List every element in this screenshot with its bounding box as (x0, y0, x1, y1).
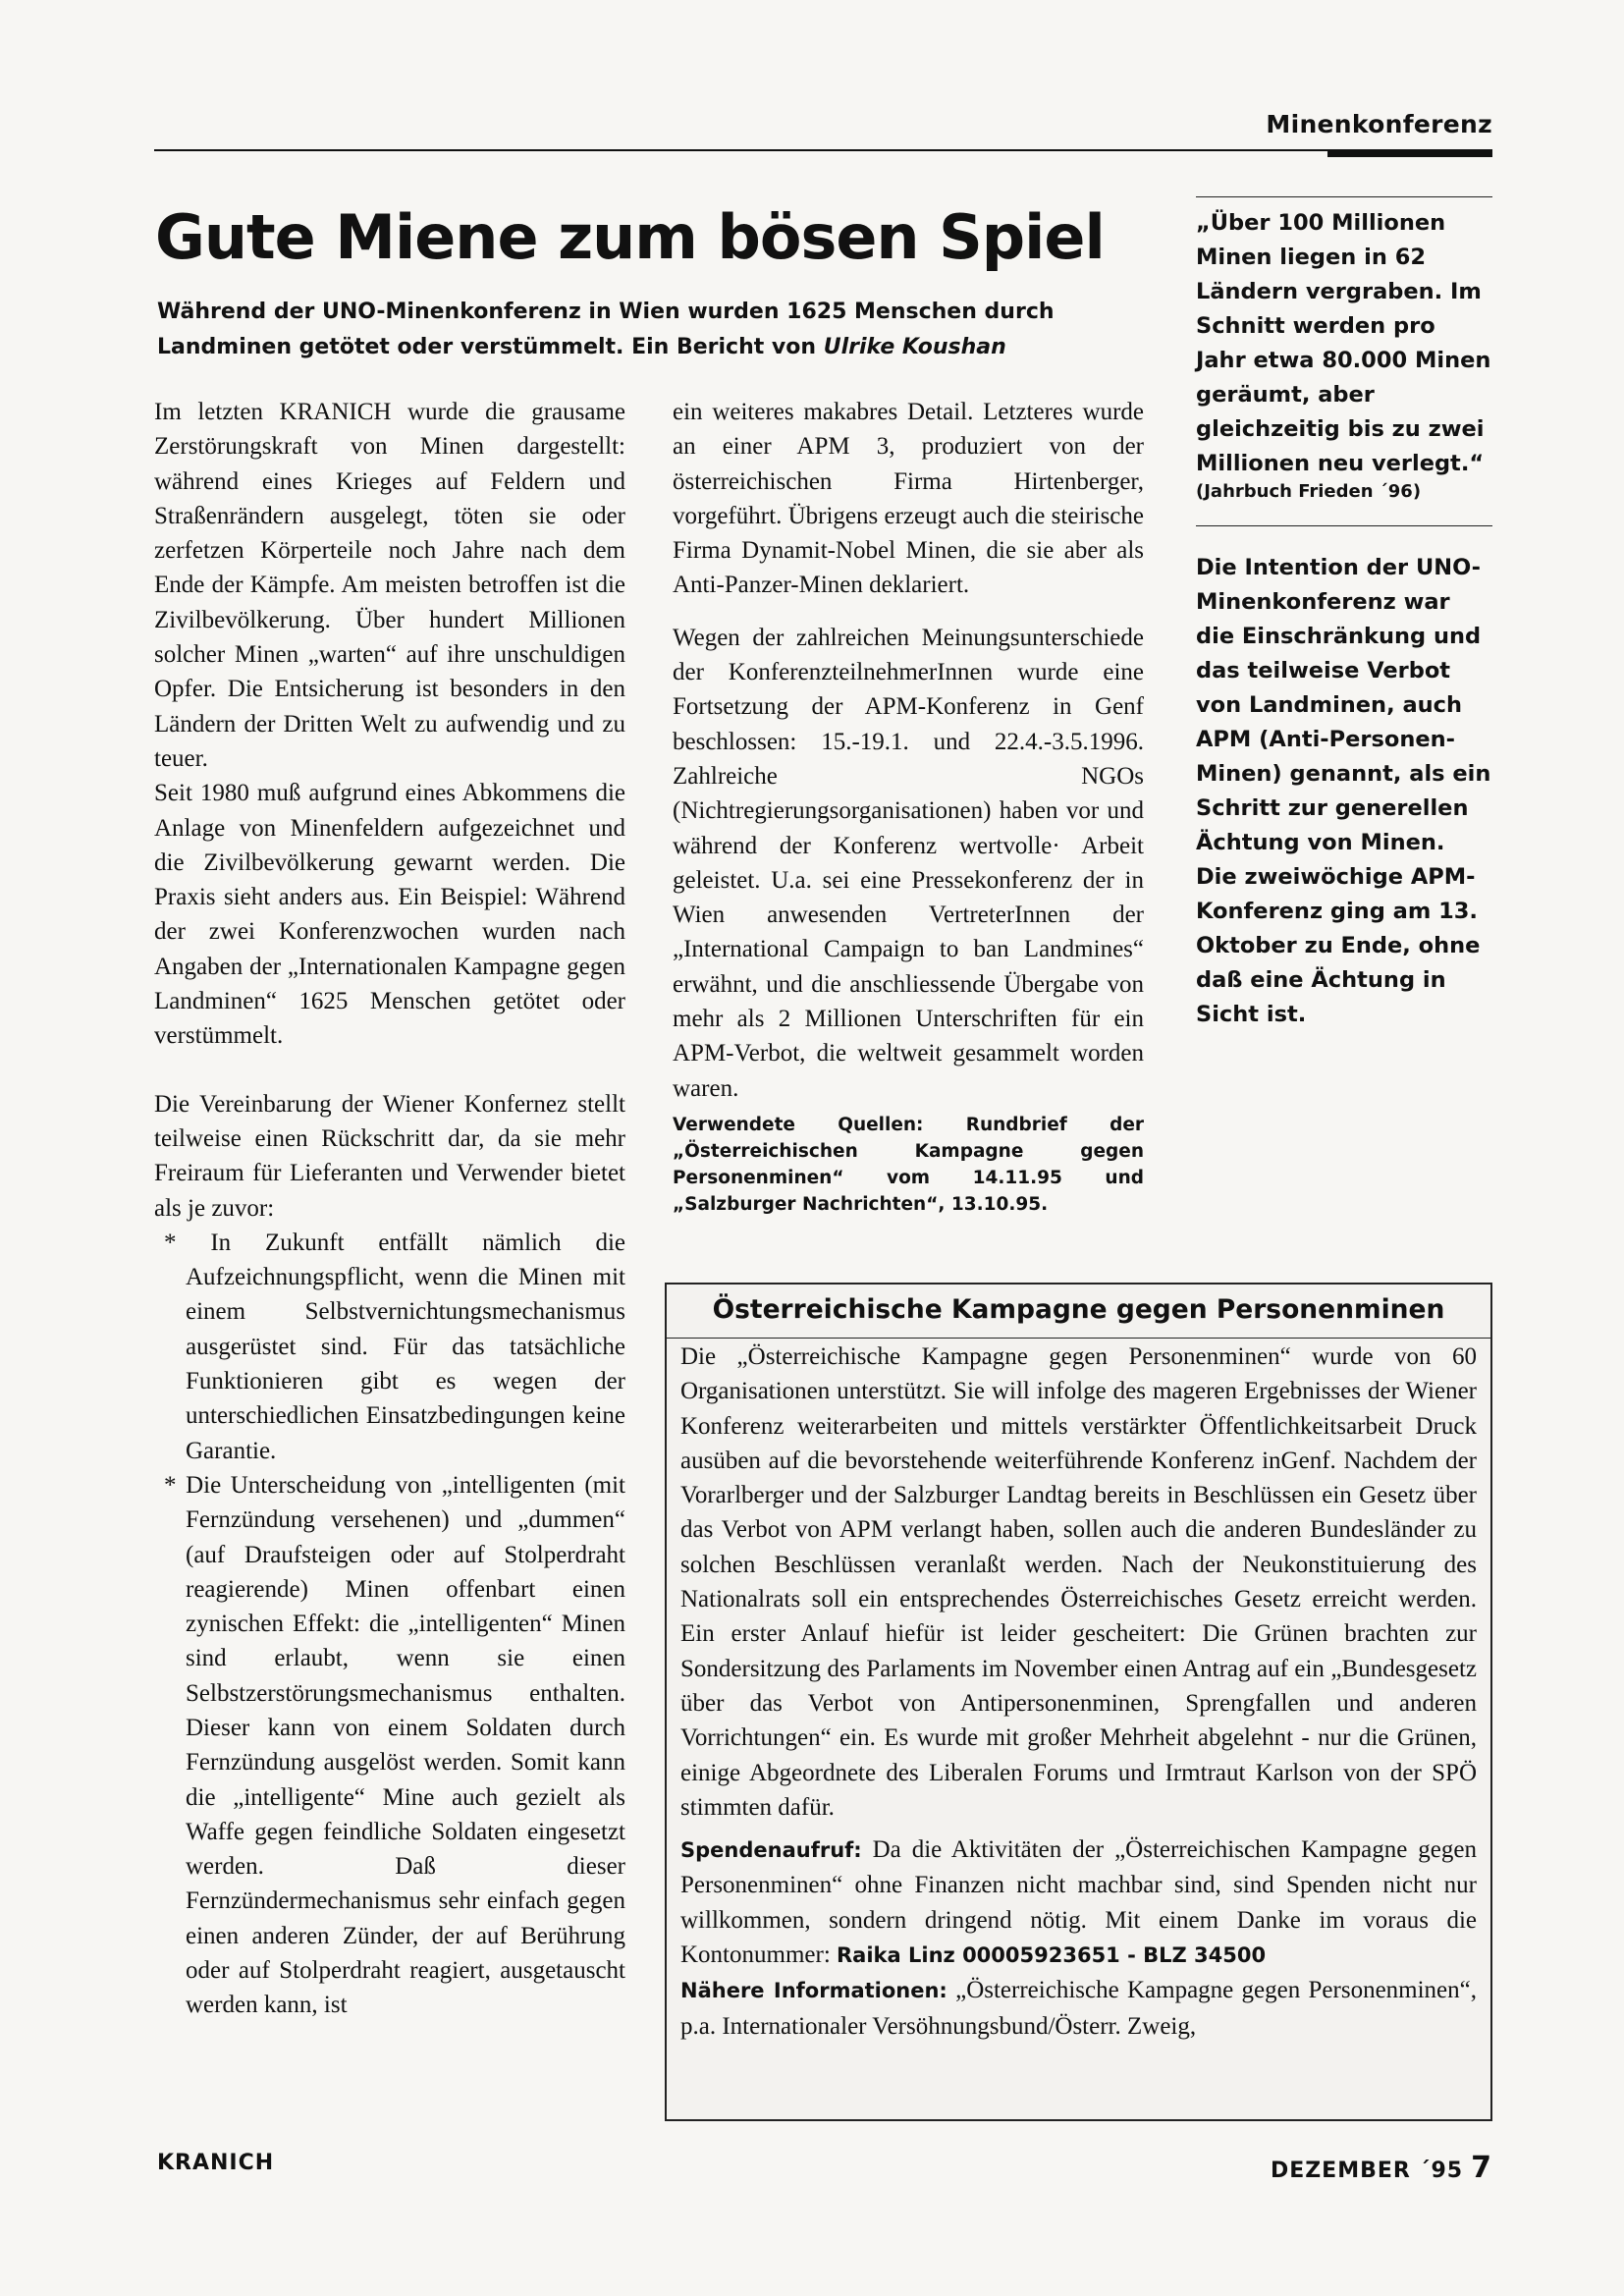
donation-text: Da die Aktivitäten der „Österreichischen Kampagne gegen Personenminen“ ohne Finanzen nicht machbar sind, sind Spenden nicht nur willkommen, sondern dringend nötig. Mit einem Danke im voraus die Kontonummer: (680, 1836, 1477, 1969)
paragraph: Die Vereinbarung der Wiener Konfernez stellt teilweise einen Rückschritt dar, da sie mehr Freiraum für Lieferanten und Verwender bietet als je zuvor: (154, 1090, 625, 1222)
sidebar-quote: „Über 100 Millionen Minen liegen in 62 Ländern vergraben. Im Schnitt werden pro Jahr etwa 80.000 Minen geräumt, aber gleichzeitig bis zu zwei Millionen neu verlegt.“ (1196, 210, 1491, 476)
footer-issue-date: DEZEMBER ´95 (1270, 2159, 1464, 2183)
account-number: Raika Linz 00005923651 - BLZ 34500 (837, 1943, 1267, 1968)
page-number: 7 (1471, 2151, 1492, 2185)
footer-magazine-name: KRANICH (157, 2151, 275, 2175)
further-info (680, 1973, 1477, 2044)
paragraph: Im letzten KRANICH wurde die grausame Zerstörungskraft von Minen dargestellt: während eines Krieges auf Feldern und Straßenrändern ausgelegt, töten sie oder zerfetzen Körperteile noch Jahre nach dem Ende der Kämpfe. Am meisten betroffen ist die Zivilbevölkerung. Über hundert Millionen solcher Minen „warten“ auf ihre unschuldigen Opfer. Die Entsicherung ist besonders in den Ländern der Dritten Welt zu aufwendig und zu teuer. (154, 399, 625, 772)
info-text: „Österreichische Kampagne gegen Personenminen“, p.a. Internationaler Versöhnungsbund/Österr. Zweig, (680, 1977, 1477, 2040)
sources-note: Verwendete Quellen: Rundbrief der „Österreichischen Kampagne gegen Personenminen“ vom 14.11.95 und „Salzburger Nachrichten“, 13.10.95. (673, 1114, 1144, 1215)
section-label: Minenkonferenz (1266, 110, 1492, 138)
bullet-item: * In Zukunft entfällt nämlich die Aufzeichnungspflicht, wenn die Minen mit einem Selbstvernichtungsmechanismus ausgerüstet sind. Für das tatsächliche Funktionieren gibt es wegen der unterschiedlichen Einsatzbedingungen keine Garantie. (164, 1229, 625, 1464)
campaign-box-title: Österreichische Kampagne gegen Personenminen (712, 1294, 1445, 1325)
sidebar-intention: Die Intention der UNO-Minenkonferenz war die Einschränkung und das teilweise Verbot von Landminen, auch APM (Anti-Personen-Minen) genannt, als ein Schritt zur generellen Ächtung von Minen. Die zweiwöchige APM- Konferenz ging am 13. Oktober zu Ende, ohne daß eine Ächtung in Sicht ist. (1196, 555, 1491, 1027)
footer-issue (1271, 2151, 1492, 2185)
header-rule (154, 149, 1492, 151)
article-column-2 (673, 395, 1144, 1218)
article-title: Gute Miene zum bösen Spiel (155, 201, 1105, 273)
campaign-box-body (680, 1339, 1477, 2044)
sidebar-rule (1196, 525, 1492, 526)
campaign-box-rule (667, 1338, 1490, 1339)
paragraph: ein weiteres makabres Detail. Letzteres wurde an einer APM 3, produziert von der österreichischen Firma Hirtenberger, vorgeführt. Übrigens erzeugt auch die steirische Firma Dynamit-Nobel Minen, die sie aber als Anti-Panzer-Minen deklariert. (673, 399, 1144, 599)
author-name: Ulrike Koushan (823, 335, 1006, 359)
donation-appeal (680, 1832, 1477, 1973)
sidebar-quote-source: (Jahrbuch Frieden ´96) (1196, 481, 1422, 502)
article-lead (157, 295, 1100, 365)
sidebar-rule (1196, 196, 1492, 197)
lead-text: Während der UNO-Minenkonferenz in Wien wurden 1625 Menschen durch Landminen getötet oder verstümmelt. Ein Bericht von (157, 300, 1055, 359)
header-rule-accent (1327, 149, 1492, 157)
info-label: Nähere Informationen: (680, 1979, 947, 2003)
campaign-text: Die „Österreichische Kampagne gegen Personenminen“ wurde von 60 Organisationen unterstützt. Sie will infolge des mageren Ergebnisses der Wiener Konferenz weiterarbeiten und mittels verstärkter Öffentlichkeitsarbeit Druck ausüben auf die bevorstehende weiterführende Konferenz inGenf. Nachdem der Vorarlberger und der Salzburger Landtag bereits in Beschlüssen ein Gesetz über das Verbot von APM verlangt haben, sollen auch die anderen Bundesländer zu solchen Beschlüssen veranlaßt werden. Nach der Neukonstituierung des Nationalrats soll ein entsprechendes Österreichisches Gesetz erreicht werden. Ein erster Anlauf hiefür ist leider gescheitert: Die Grünen brachten zur Sondersitzung des Parlaments im November einen Antrag auf ein „Bundesgesetz über das Verbot von Antipersonenminen, Sprengfallen und anderen Vorrichtungen“ ein. Es wurde mit großer Mehrheit abgelehnt - nur die Grünen, einige Abgeordnete des Liberalen Forums und Irmtraut Karlson von der SPÖ stimmten dafür. (680, 1343, 1477, 1821)
paragraph: Seit 1980 muß aufgrund eines Abkommens die Anlage von Minenfeldern aufgezeichnet und die Zivilbevölkerung gewarnt werden. Die Praxis sieht anders aus. Ein Beispiel: Während der zwei Konferenzwochen wurden nach Angaben der „Internationalen Kampagne gegen Landminen“ 1625 Menschen getötet oder verstümmelt. (154, 780, 625, 1050)
donation-label: Spendenaufruf: (680, 1838, 862, 1863)
campaign-info-box (665, 1283, 1492, 2121)
bullet-item: * Die Unterscheidung von „intelligenten (mit Fernzündung versehenen) und „dummen“ (auf Draufsteigen oder auf Stolperdraht reagierende) Minen offenbart einen zynischen Effekt: die „intelligenten“ Minen sind erlaubt, wenn sie einen Selbstzerstörungsmechanismus enthalten. Dieser kann von einem Soldaten durch Fernzündung ausgelöst werden. Somit kann die „intelligente“ Mine auch gezielt als Waffe gegen feindliche Soldaten eingesetzt werden. Daß dieser Fernzündermechanismus sehr einfach gegen einen anderen Zünder, der auf Berührung oder auf Stolperdraht reagiert, ausgetauscht werden kann, ist (164, 1471, 625, 2019)
article-column-1 (154, 395, 625, 2023)
paragraph: Wegen der zahlreichen Meinungsunterschiede der KonferenzteilnehmerInnen wurde eine Fortsetzung der APM-Konferenz in Genf beschlossen: 15.-19.1. und 22.4.-3.5.1996. Zahlreiche NGOs (Nichtregierungsorganisationen) haben vor und während der Konferenz wertvolle· Arbeit geleistet. U.a. sei eine Pressekonferenz der in Wien anwesenden VertreterInnen der „International Campaign to ban Landmines“ erwähnt, und die anschliessende Übergabe von mehr als 2 Millionen Unterschriften für ein APM-Verbot, die weltweit gesammelt worden waren. (673, 624, 1144, 1102)
